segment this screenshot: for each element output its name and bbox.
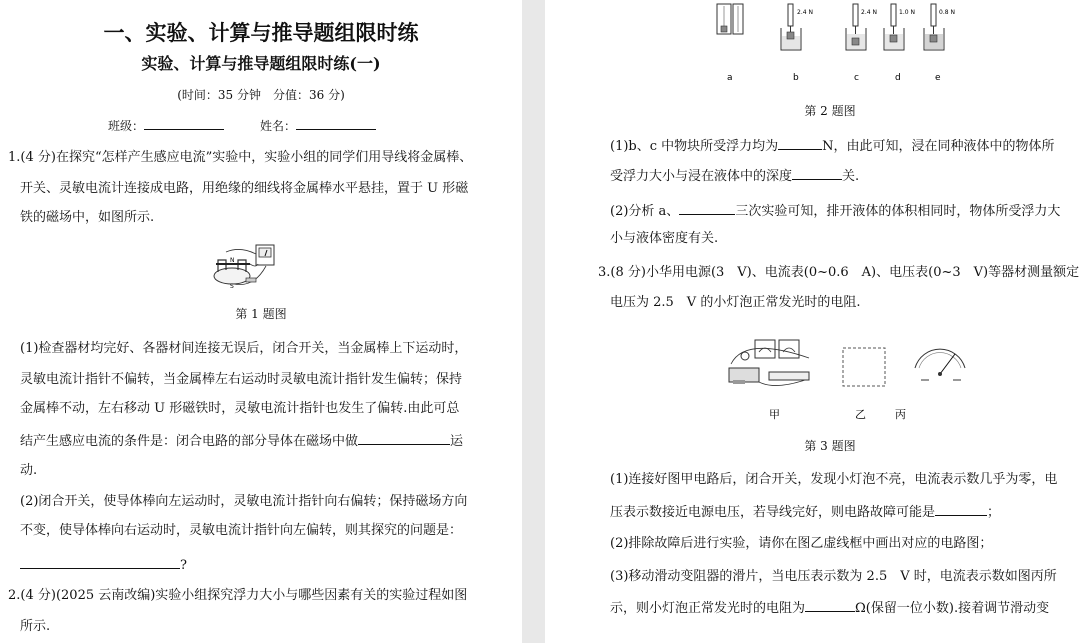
q3-line: 3.(8 分)小华用电源(3 V)、电流表(0~0.6 A)、电压表(0~3 V)等器材测量额定: [598, 265, 1080, 280]
q1-part1-text: 结产生感应电流的条件是：闭合电路的部分导体在磁场中做: [20, 434, 359, 449]
q2-figure: [715, 2, 955, 92]
q2-part1-text-end: N，由此可知，浸在同种液体中的物体所: [822, 139, 1055, 154]
q3-part3-text: 示，则小灯泡正常发光时的电阻为: [610, 601, 806, 616]
setup-b: [781, 4, 813, 50]
class-field: [108, 117, 224, 134]
figure-label-yi: 乙: [855, 408, 866, 421]
q1-line: 1.(4 分)在探究“怎样产生感应电流”实验中，实验小组的同学们用导线将金属棒、: [8, 150, 473, 165]
figure-label-jia: 甲: [769, 408, 780, 421]
q3-part1-line: (1)连接好图甲电路后，闭合开关，发现小灯泡不亮，电流表示数几乎为零，电: [610, 472, 1058, 487]
figure-label-n: N: [230, 257, 235, 264]
name-blank[interactable]: [296, 117, 376, 130]
scale-reading: 0.8 N: [939, 9, 955, 16]
q1-line: 铁的磁场中，如图所示.: [20, 210, 155, 225]
q3-part3-line: [610, 599, 1049, 617]
q3-line: 电压为 2.5 V 的小灯泡正常发光时的电阻.: [610, 295, 861, 310]
setup-e: [924, 4, 955, 50]
q2-line: 2.(4 分)(2025 云南改编)实验小组探究浮力大小与哪些因素有关的实验过程如图: [8, 588, 468, 603]
name-label: 姓名：: [260, 119, 297, 133]
figure-label-s: S: [230, 283, 234, 290]
q2-part1-blank[interactable]: [778, 137, 822, 150]
setup-label: e: [935, 73, 941, 83]
q2-part1-line: [610, 137, 1055, 155]
q1-part1-blank-line: [20, 432, 463, 450]
ammeter-dial-bing: [915, 349, 965, 380]
q2-line: 所示.: [20, 619, 51, 634]
figure-label-bing: 丙: [895, 408, 906, 421]
setup-c: [846, 4, 877, 50]
q1-part1-line: 灵敏电流计指针不偏转，当金属棒左右运动时灵敏电流计指针发生偏转；保持: [20, 372, 463, 387]
left-page: [0, 0, 522, 643]
q2-part2-text-end: 三次实验可知，排开液体的体积相同时，物体所受浮力大: [735, 204, 1061, 219]
q2-part1-text-end: 关.: [842, 169, 860, 184]
q3-part3-text-end: Ω(保留一位小数).接着调节滑动变: [855, 601, 1050, 616]
q2-part2-line: [610, 202, 1060, 220]
circuit-diagram-dashed-box[interactable]: [843, 348, 885, 386]
time-score-info: (时间：35 分钟 分值：36 分): [177, 88, 345, 102]
q1-part2-blank-line: [20, 556, 187, 574]
q1-part1-line: 金属棒不动，左右移动 U 形磁铁时，灵敏电流计指针也发生了偏转.由此可总: [20, 401, 460, 416]
setup-a: [717, 4, 743, 34]
q1-part1-line: 动.: [20, 463, 38, 478]
scale-reading: 2.4 N: [861, 9, 877, 16]
section-subtitle: 实验、计算与推导题组限时练(一): [141, 54, 381, 73]
setup-label: a: [727, 73, 733, 83]
q1-part1-text-end: 运: [450, 434, 464, 449]
circuit-apparatus-jia: [729, 340, 809, 386]
q1-part2-line: (2)闭合开关，使导体棒向左运动时，灵敏电流计指针向右偏转；保持磁场方向: [20, 494, 468, 509]
setup-label: b: [793, 73, 799, 83]
q1-figure: [210, 242, 280, 290]
scale-reading: 2.4 N: [797, 9, 813, 16]
q2-part1-line: [610, 167, 859, 185]
setup-label: c: [854, 73, 859, 83]
q1-part2-answer-blank[interactable]: [20, 556, 180, 569]
q1-part2-line: 不变，使导体棒向右运动时，灵敏电流计指针向左偏转，则其探究的问题是：: [20, 523, 463, 538]
q2-part2-line: 小与液体密度有关.: [610, 231, 719, 246]
setup-d: [884, 4, 915, 50]
q2-part1-blank2[interactable]: [792, 167, 842, 180]
q3-figure: [725, 334, 975, 424]
q3-part1-text: 压表示数接近电源电压，若导线完好，则电路故障可能是: [610, 505, 936, 520]
scale-reading: 1.0 N: [899, 9, 915, 16]
q2-part1-text: (1)b、c 中物块所受浮力均为: [610, 139, 779, 154]
q2-figure-caption: 第 2 题图: [804, 104, 856, 118]
q2-part1-text: 受浮力大小与浸在液体中的深度: [610, 169, 793, 184]
q3-part1-text-end: ；: [987, 505, 1001, 520]
right-page: [545, 0, 1080, 643]
q1-part1-line: (1)检查器材均完好、各器材间连接无误后，闭合开关，当金属棒上下运动时，: [20, 341, 468, 356]
q1-part1-answer-blank[interactable]: [358, 432, 450, 445]
q1-line: 开关、灵敏电流计连接成电路，用绝缘的细线将金属棒水平悬挂，置于 U 形磁: [20, 181, 469, 196]
q2-part2-text: (2)分析 a、: [610, 204, 680, 219]
setup-label: d: [895, 73, 901, 83]
q3-part3-blank[interactable]: [805, 599, 855, 612]
class-blank[interactable]: [144, 117, 224, 130]
class-label: 班级：: [108, 119, 145, 133]
q3-figure-caption: 第 3 题图: [804, 439, 856, 453]
q2-part2-blank[interactable]: [679, 202, 735, 215]
q3-part1-line: [610, 503, 1000, 521]
q3-part3-line: (3)移动滑动变阻器的滑片，当电压表示数为 2.5 V 时，电流表示数如图丙所: [610, 569, 1057, 584]
name-field: [260, 117, 376, 134]
q1-part2-end: ?: [180, 558, 187, 573]
chapter-title: 一、实验、计算与推导题组限时练: [103, 20, 419, 45]
q1-figure-caption: 第 1 题图: [235, 307, 287, 321]
q3-part2-line: (2)排除故障后进行实验，请你在图乙虚线框中画出对应的电路图；: [610, 536, 993, 551]
q3-part1-blank[interactable]: [935, 503, 987, 516]
